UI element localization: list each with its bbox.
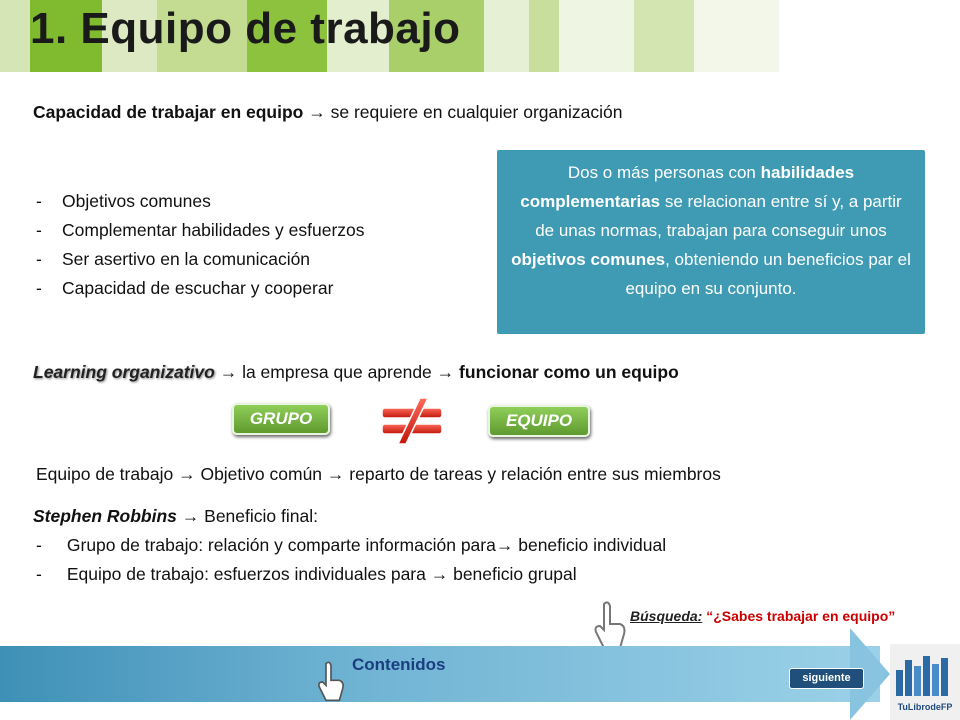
logo-text: TuLibrodeFP xyxy=(897,702,953,712)
definition-text: se relacionan entre sí y, a partir de unas normas, trabajan para conseguir unos xyxy=(535,192,902,240)
grupo-pill: GRUPO xyxy=(232,403,330,435)
list-item-text: Grupo de trabajo: relación y comparte información para xyxy=(66,535,496,555)
logo-bar xyxy=(923,656,930,696)
arrow-icon: → xyxy=(430,564,449,584)
stripe xyxy=(529,0,559,72)
siguiente-button[interactable]: siguiente xyxy=(789,668,864,689)
list-item: - Objetivos comunes xyxy=(36,187,365,216)
learning-text: la empresa que aprende xyxy=(242,362,432,382)
logo-bar xyxy=(941,658,948,696)
arrow-icon: → xyxy=(178,464,196,484)
arrow-icon: → xyxy=(326,464,345,484)
robbins-list xyxy=(36,531,666,589)
arrow-icon: → xyxy=(436,362,455,382)
arrow-icon: → xyxy=(219,362,238,382)
list-item xyxy=(36,531,666,560)
busqueda-text: “¿Sabes trabajar en equipo” xyxy=(706,608,896,624)
contenidos-link[interactable]: Contenidos xyxy=(352,655,446,674)
logo-bar xyxy=(896,670,903,696)
equipo-text: Objetivo común xyxy=(200,464,323,484)
logo-bar xyxy=(905,660,912,696)
definition-bold: habilidades complementarias xyxy=(520,163,855,211)
robbins-line xyxy=(33,506,318,527)
list-item: - Capacidad de escuchar y cooperar xyxy=(36,274,365,303)
arrow-icon: → xyxy=(181,506,200,526)
stripe xyxy=(694,0,779,72)
stripe xyxy=(779,0,960,72)
learning-line xyxy=(33,362,679,383)
equipo-pill: EQUIPO xyxy=(488,405,590,437)
stripe xyxy=(634,0,694,72)
not-equal-icon xyxy=(376,396,448,446)
list-item: - Ser asertivo en la comunicación xyxy=(36,245,365,274)
list-item-text: Equipo de trabajo: esfuerzos individuales para xyxy=(66,564,431,584)
list-item: - Complementar habilidades y esfuerzos xyxy=(36,216,365,245)
busqueda-label: Búsqueda: xyxy=(630,608,703,624)
learning-bold: funcionar como un equipo xyxy=(459,362,679,382)
list-item-text: beneficio grupal xyxy=(453,564,577,584)
hand-pointer-icon[interactable] xyxy=(592,600,628,652)
equipo-text: reparto de tareas y relación entre sus miembros xyxy=(349,464,721,484)
stripe xyxy=(0,0,30,72)
definition-text: Dos o más personas con xyxy=(567,163,761,182)
equipo-text: Equipo de trabajo xyxy=(36,464,174,484)
definition-bold: objetivos comunes xyxy=(511,250,666,269)
robbins-name: Stephen Robbins xyxy=(33,506,177,526)
arrow-icon: → xyxy=(308,102,326,122)
list-item-text: beneficio individual xyxy=(518,535,667,555)
robbins-text: Beneficio final: xyxy=(204,506,318,526)
capacidad-text: se requiere en cualquier organización xyxy=(330,102,623,122)
arrow-icon: → xyxy=(495,535,514,555)
busqueda-link[interactable] xyxy=(630,608,895,624)
capacidad-line xyxy=(33,102,622,123)
capacidad-label: Capacidad de trabajar en equipo xyxy=(33,102,304,122)
objetivos-list xyxy=(36,187,365,303)
learning-label: Learning organizativo xyxy=(33,362,215,382)
definition-text: , obteniendo un beneficios par el equipo en su conjunto. xyxy=(625,250,911,298)
definition-box xyxy=(497,150,925,334)
hand-pointer-icon[interactable] xyxy=(316,660,346,704)
page-title: 1. Equipo de trabajo xyxy=(30,4,461,53)
stripe xyxy=(484,0,529,72)
logo xyxy=(890,644,960,720)
logo-bar xyxy=(932,664,939,696)
stripe xyxy=(559,0,634,72)
list-item xyxy=(36,560,666,589)
equipo-line xyxy=(36,464,721,485)
logo-bar xyxy=(914,666,921,696)
